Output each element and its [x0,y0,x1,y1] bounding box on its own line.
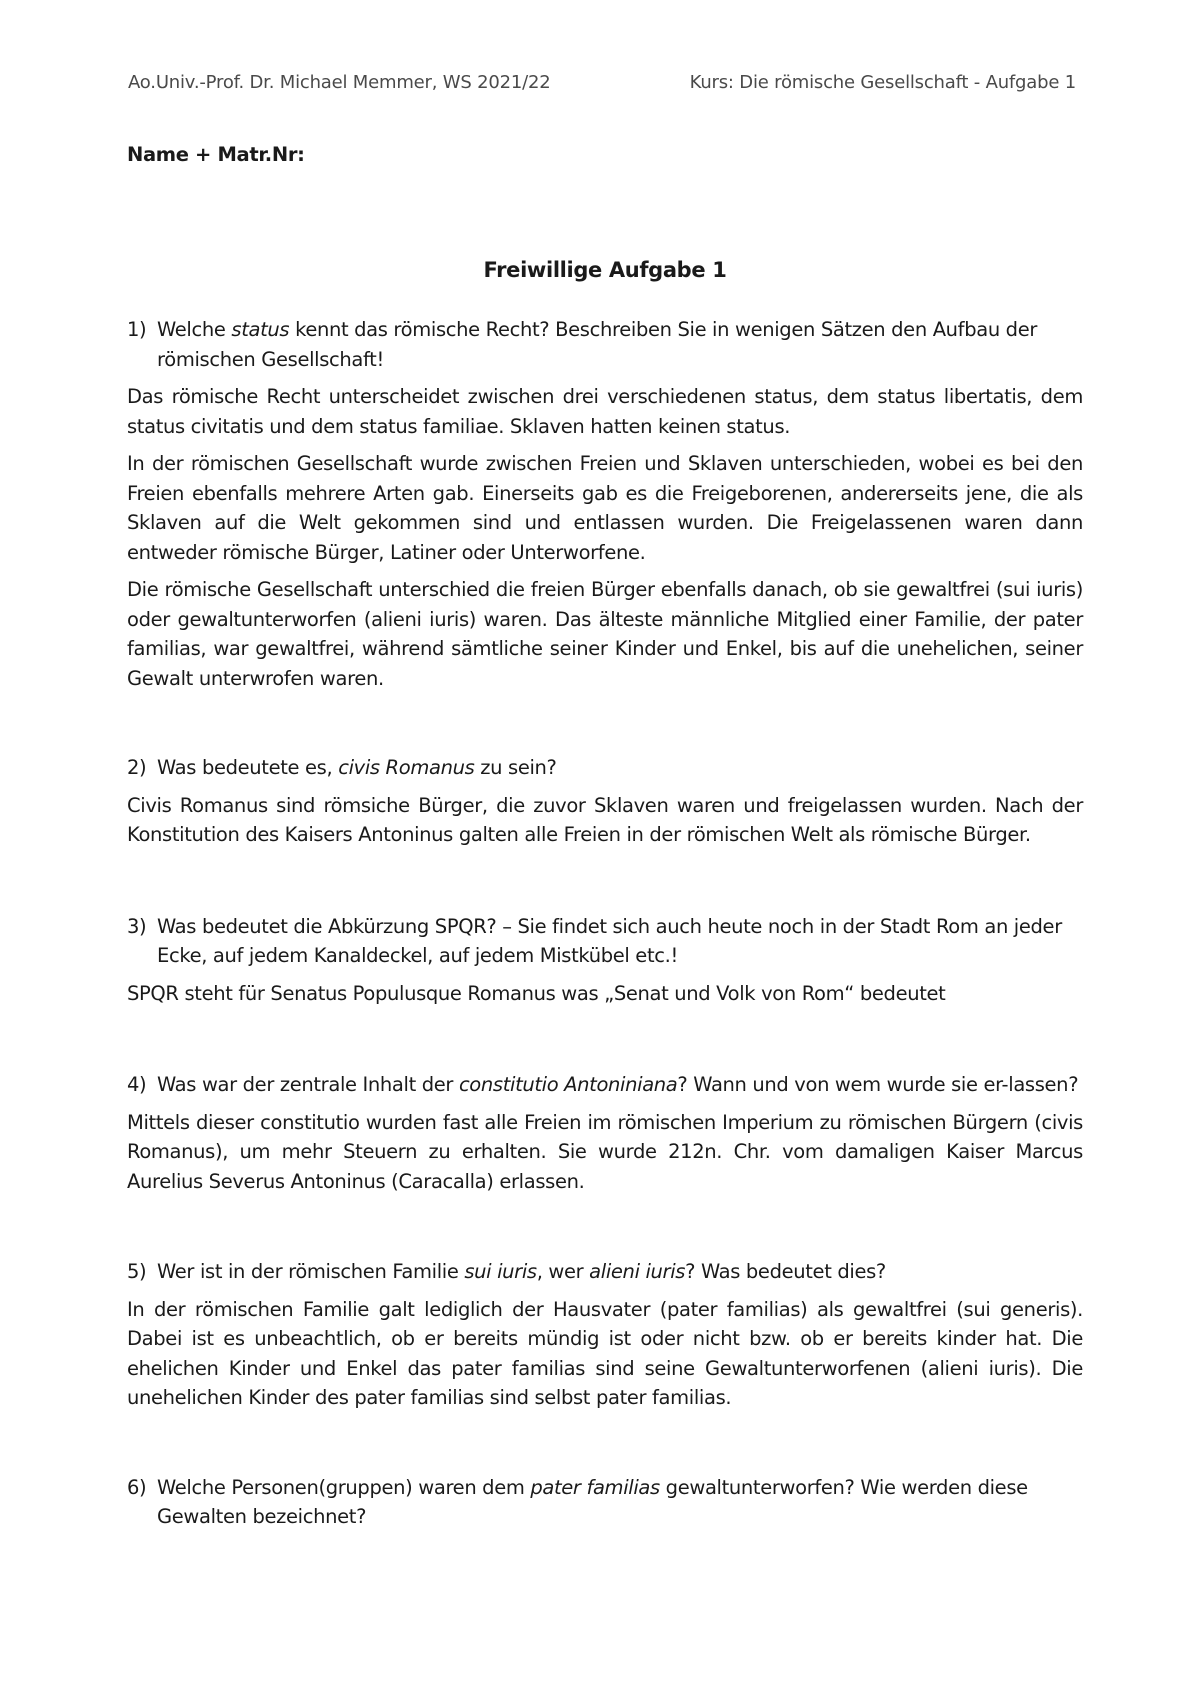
question-1 [127,315,1083,374]
document-body [127,140,1083,1532]
answer-paragraph: Mittels dieser constitutio wurden fast alle Freien im römischen Imperium zu römischen Bürgern (civis Romanus), um mehr Steuern zu erhalten. Sie wurde 212n. Chr. vom damaligen Kaiser Marcus Aurelius Severus Antoninus (Caracalla) erlassen. [127,1110,1083,1193]
term-status: status [231,318,290,341]
answer-paragraph: In der römischen Gesellschaft wurde zwischen Freien und Sklaven unterschieden, wobei es bei den Freien ebenfalls mehrere Arten gab. Einerseits gab es die Freigeborenen, andererseits jene, die als Sklaven auf die Welt gekommen sind und entlassen wurden. Die Freigelassenen waren dann entweder römische Bürger, Latiner oder Unterworfene. [127,452,1083,564]
name-matr-label: Name + Matr.Nr: [127,143,305,166]
page-header [128,72,1076,93]
answer-paragraph: Civis Romanus sind römsiche Bürger, die zuvor Sklaven waren und freigelassen wurden. Nach der Konstitution des Kaisers Antoninus galten alle Freien in der römischen Welt als römische Bürger. [127,793,1083,846]
question-4 [127,1070,1083,1100]
question-number: 4) [127,1073,147,1096]
question-2 [127,753,1083,783]
term-civis-romanus: civis Romanus [338,756,475,779]
question-text: Welche Personen(gruppen) waren dem pater familias gewaltunterworfen? Wie werden diese Gewalten bezeichnet? [157,1475,1028,1528]
question-3 [127,912,1083,971]
answer-paragraph: In der römischen Familie galt lediglich der Hausvater (pater familias) als gewaltfrei (sui generis). Dabei ist es unbeachtlich, ob er bereits mündig ist oder nicht bzw. ob er bereits kinder hat. Die ehelichen Kinder und Enkel das pater familias sind seine Gewaltunterworfenen (alieni iuris). Die unehelichen Kinder des pater familias sind selbst pater familias. [127,1297,1083,1409]
question-text: Was war der zentrale Inhalt der constitutio Antoniniana? Wann und von wem wurde sie er-lassen? [157,1073,1079,1096]
header-left: Ao.Univ.-Prof. Dr. Michael Memmer, WS 2021/22 [128,72,551,93]
header-right: Kurs: Die römische Gesellschaft - Aufgabe 1 [689,72,1076,93]
term-alieni-iuris: alieni iuris [589,1260,686,1283]
term-pater-familias: pater familias [530,1475,660,1499]
question-text: Welche status kennt das römische Recht? Beschreiben Sie in wenigen Sätzen den Aufbau der römischen Gesellschaft! [157,318,1038,371]
question-number: 5) [127,1260,147,1283]
term-sui-iuris: sui iuris [464,1260,537,1283]
page-title: Freiwillige Aufgabe 1 [483,257,727,282]
term-constitutio-antoniniana: constitutio Antoniniana [458,1073,678,1096]
question-number: 1) [127,318,147,341]
answer-paragraph: SPQR steht für Senatus Populusque Romanus was „Senat und Volk von Rom“ bedeutet [127,981,946,1005]
question-6 [127,1473,1083,1532]
question-number: 3) [127,914,147,938]
answer-paragraph: Die römische Gesellschaft unterschied die freien Bürger ebenfalls danach, ob sie gewaltfrei (sui iuris) oder gewaltunterworfen (alieni iuris) waren. Das älteste männliche Mitglied einer Familie, der pater familias, war gewaltfrei, während sämtliche seiner Kinder und Enkel, bis auf die unehelichen, seiner Gewalt unterwrofen waren. [127,578,1083,690]
question-5 [127,1257,1083,1287]
question-text: Was bedeutete es, civis Romanus zu sein? [157,756,557,779]
question-text: Was bedeutet die Abkürzung SPQR? – Sie findet sich auch heute noch in der Stadt Rom an jeder Ecke, auf jedem Kanaldeckel, auf jedem Mistkübel etc.! [157,914,1062,967]
answer-paragraph: Das römische Recht unterscheidet zwischen drei verschiedenen status, dem status libertatis, dem status civitatis und dem status familiae. Sklaven hatten keinen status. [127,385,1083,438]
question-text: Wer ist in der römischen Familie sui iuris, wer alieni iuris? Was bedeutet dies? [157,1260,886,1283]
question-number: 2) [127,756,147,779]
question-number: 6) [127,1475,147,1499]
